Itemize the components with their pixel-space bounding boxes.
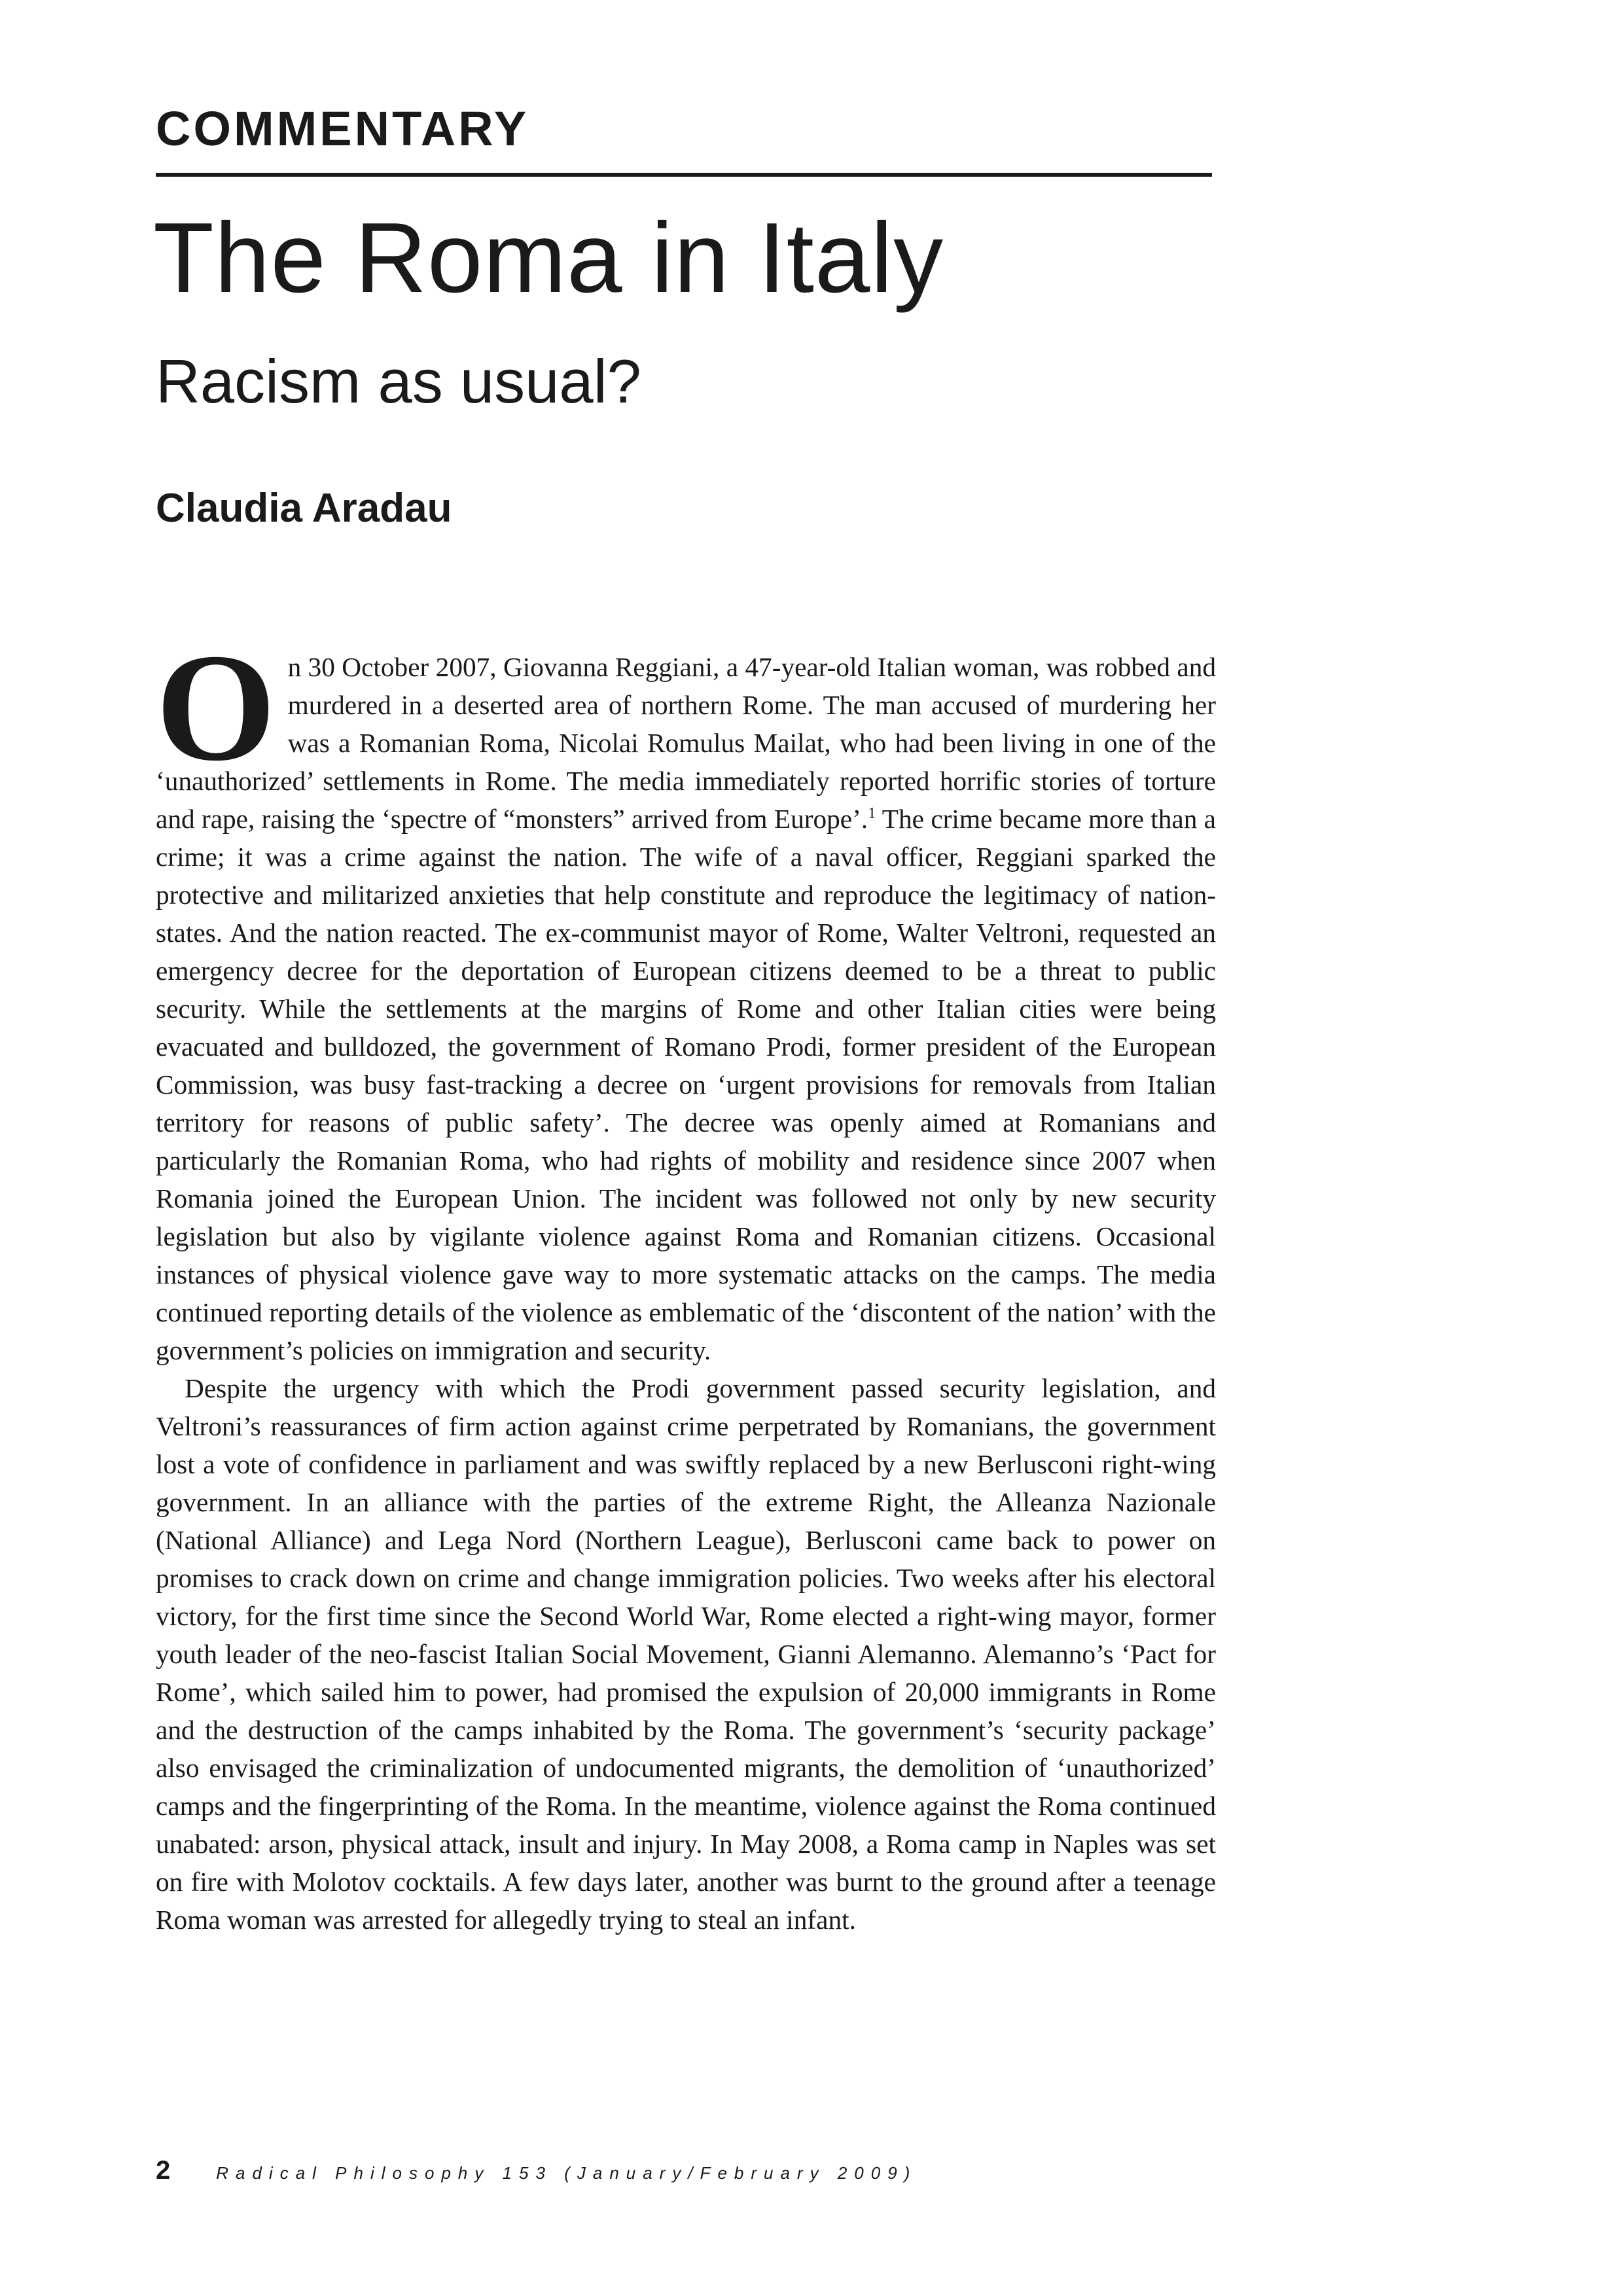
article-subtitle: Racism as usual? [156,347,641,416]
section-divider [156,173,1212,177]
footnote-marker: 1 [868,805,876,823]
journal-citation: Radical Philosophy 153 (January/February 2009) [216,2163,918,2183]
article-title: The Roma in Italy [153,202,944,314]
page-footer [156,2157,917,2183]
paragraph-2: Despite the urgency with which the Prodi government passed security legislation, and Veltroni’s reassurances of firm action against crime perpetrated by Romanians, the government lost a vote of confidence in parliament and was swiftly replaced by a new Berlusconi right-wing government. In an alliance with the parties of the extreme Right, the Alleanza Nazionale (National Alliance) and Lega Nord (Northern League), Berlusconi came back to power on promises to crack down on crime and change immigration policies. Two weeks after his electoral victory, for the first time since the Second World War, Rome elected a right-wing mayor, former youth leader of the neo-fascist Italian Social Movement, Gianni Alemanno. Alemanno’s ‘Pact for Rome’, which sailed him to power, had promised the expulsion of 20,000 immigrants in Rome and the destruction of the camps inhabited by the Roma. The government’s ‘security package’ also envisaged the criminalization of undocumented migrants, the demolition of ‘unauthorized’ camps and the fingerprinting of the Roma. In the meantime, violence against the Roma continued unabated: arson, physical attack, insult and injury. In May 2008, a Roma camp in Naples was set on fire with Molotov cocktails. A few days later, another was burnt to the ground after a teenage Roma woman was arrested for allegedly trying to steal an infant. [156,1373,1216,1935]
drop-cap: O [156,622,276,793]
author-name: Claudia Aradau [156,486,452,531]
article-body [156,622,1216,1939]
paragraph-1-text-a: n 30 October 2007, Giovanna Reggiani, a 47-year-old Italian woman, was robbed and murdered in a deserted area of northern Rome. The man accused of murdering her was a Romanian Roma, Nicolai Romulus Mailat, who had been living in one of the ‘unauthorized’ settlements in Rome. The media immediately reported horrific stories of torture and rape, raising the ‘spectre of “monsters” arrived from Europe’. [156,652,1216,834]
page-number: 2 [156,2156,171,2185]
section-label: COMMENTARY [156,101,529,156]
paragraph-1-text-b: The crime became more than a crime; it was a crime against the nation. The wife of a naval officer, Reggiani sparked the protective and militarized anxieties that help constitute and reproduce the legitimacy of nation-states. And the nation reacted. The ex-communist mayor of Rome, Walter Veltroni, requested an emergency decree for the deportation of European citizens deemed to be a threat to public security. While the settlements at the margins of Rome and other Italian cities were being evacuated and bulldozed, the government of Romano Prodi, former president of the European Commission, was busy fast-tracking a decree on ‘urgent provisions for removals from Italian territory for reasons of public safety’. The decree was openly aimed at Romanians and particularly the Romanian Roma, who had rights of mobility and residence since 2007 when Romania joined the European Union. The incident was followed not only by new security legislation but also by vigilante violence against Roma and Romanian citizens. Occasional instances of physical violence gave way to more systematic attacks on the camps. The media continued reporting details of the violence as emblematic of the ‘discontent of the nation’ with the government’s policies on immigration and security. [156,804,1216,1365]
paragraph-1 [156,622,1216,1369]
